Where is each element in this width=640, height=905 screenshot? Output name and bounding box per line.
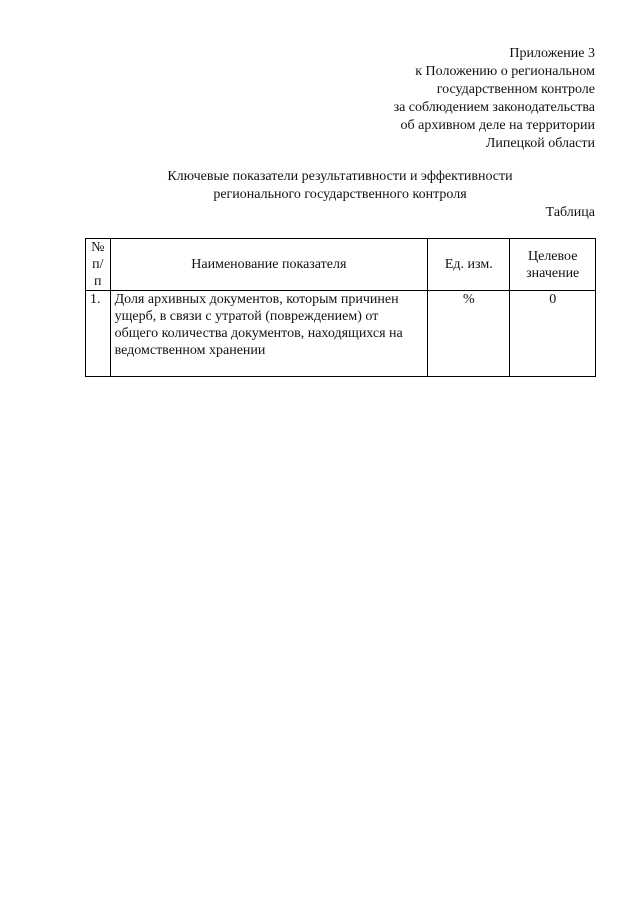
header-number bbox=[86, 239, 111, 291]
row-number: 1. bbox=[86, 291, 111, 377]
row-indicator-name: Доля архивных документов, которым причинен ущерб, в связи с утратой (повреждением) от общего количества документов, находящихся на ведомственном хранении bbox=[110, 291, 428, 377]
header-target-line-1: Целевое bbox=[528, 248, 578, 264]
header-indicator-name: Наименование показателя bbox=[110, 239, 428, 291]
appendix-line-6: Липецкой области bbox=[485, 136, 595, 151]
appendix-line-4: за соблюдением законодательства bbox=[393, 100, 595, 115]
table-row bbox=[86, 291, 596, 377]
row-unit: % bbox=[428, 291, 510, 377]
indicators-table bbox=[85, 238, 596, 377]
document-title bbox=[70, 168, 610, 204]
table-header-row bbox=[86, 239, 596, 291]
header-number-line-1: № bbox=[91, 240, 105, 255]
appendix-line-1: Приложение 3 bbox=[509, 46, 595, 61]
appendix-line-5: об архивном деле на территории bbox=[400, 118, 595, 133]
row-target-value: 0 bbox=[510, 291, 596, 377]
header-target-line-2: значение bbox=[526, 265, 580, 281]
header-unit: Ед. изм. bbox=[428, 239, 510, 291]
appendix-header bbox=[295, 45, 595, 153]
title-line-2: регионального государственного контроля bbox=[213, 187, 467, 202]
appendix-line-3: государственном контроле bbox=[436, 82, 595, 97]
appendix-line-2: к Положению о региональном bbox=[415, 64, 595, 79]
table-label: Таблица bbox=[545, 205, 595, 220]
title-line-1: Ключевые показатели результативности и эффективности bbox=[167, 169, 513, 184]
header-number-line-2: п/п bbox=[92, 257, 104, 289]
header-target-value bbox=[510, 239, 596, 291]
